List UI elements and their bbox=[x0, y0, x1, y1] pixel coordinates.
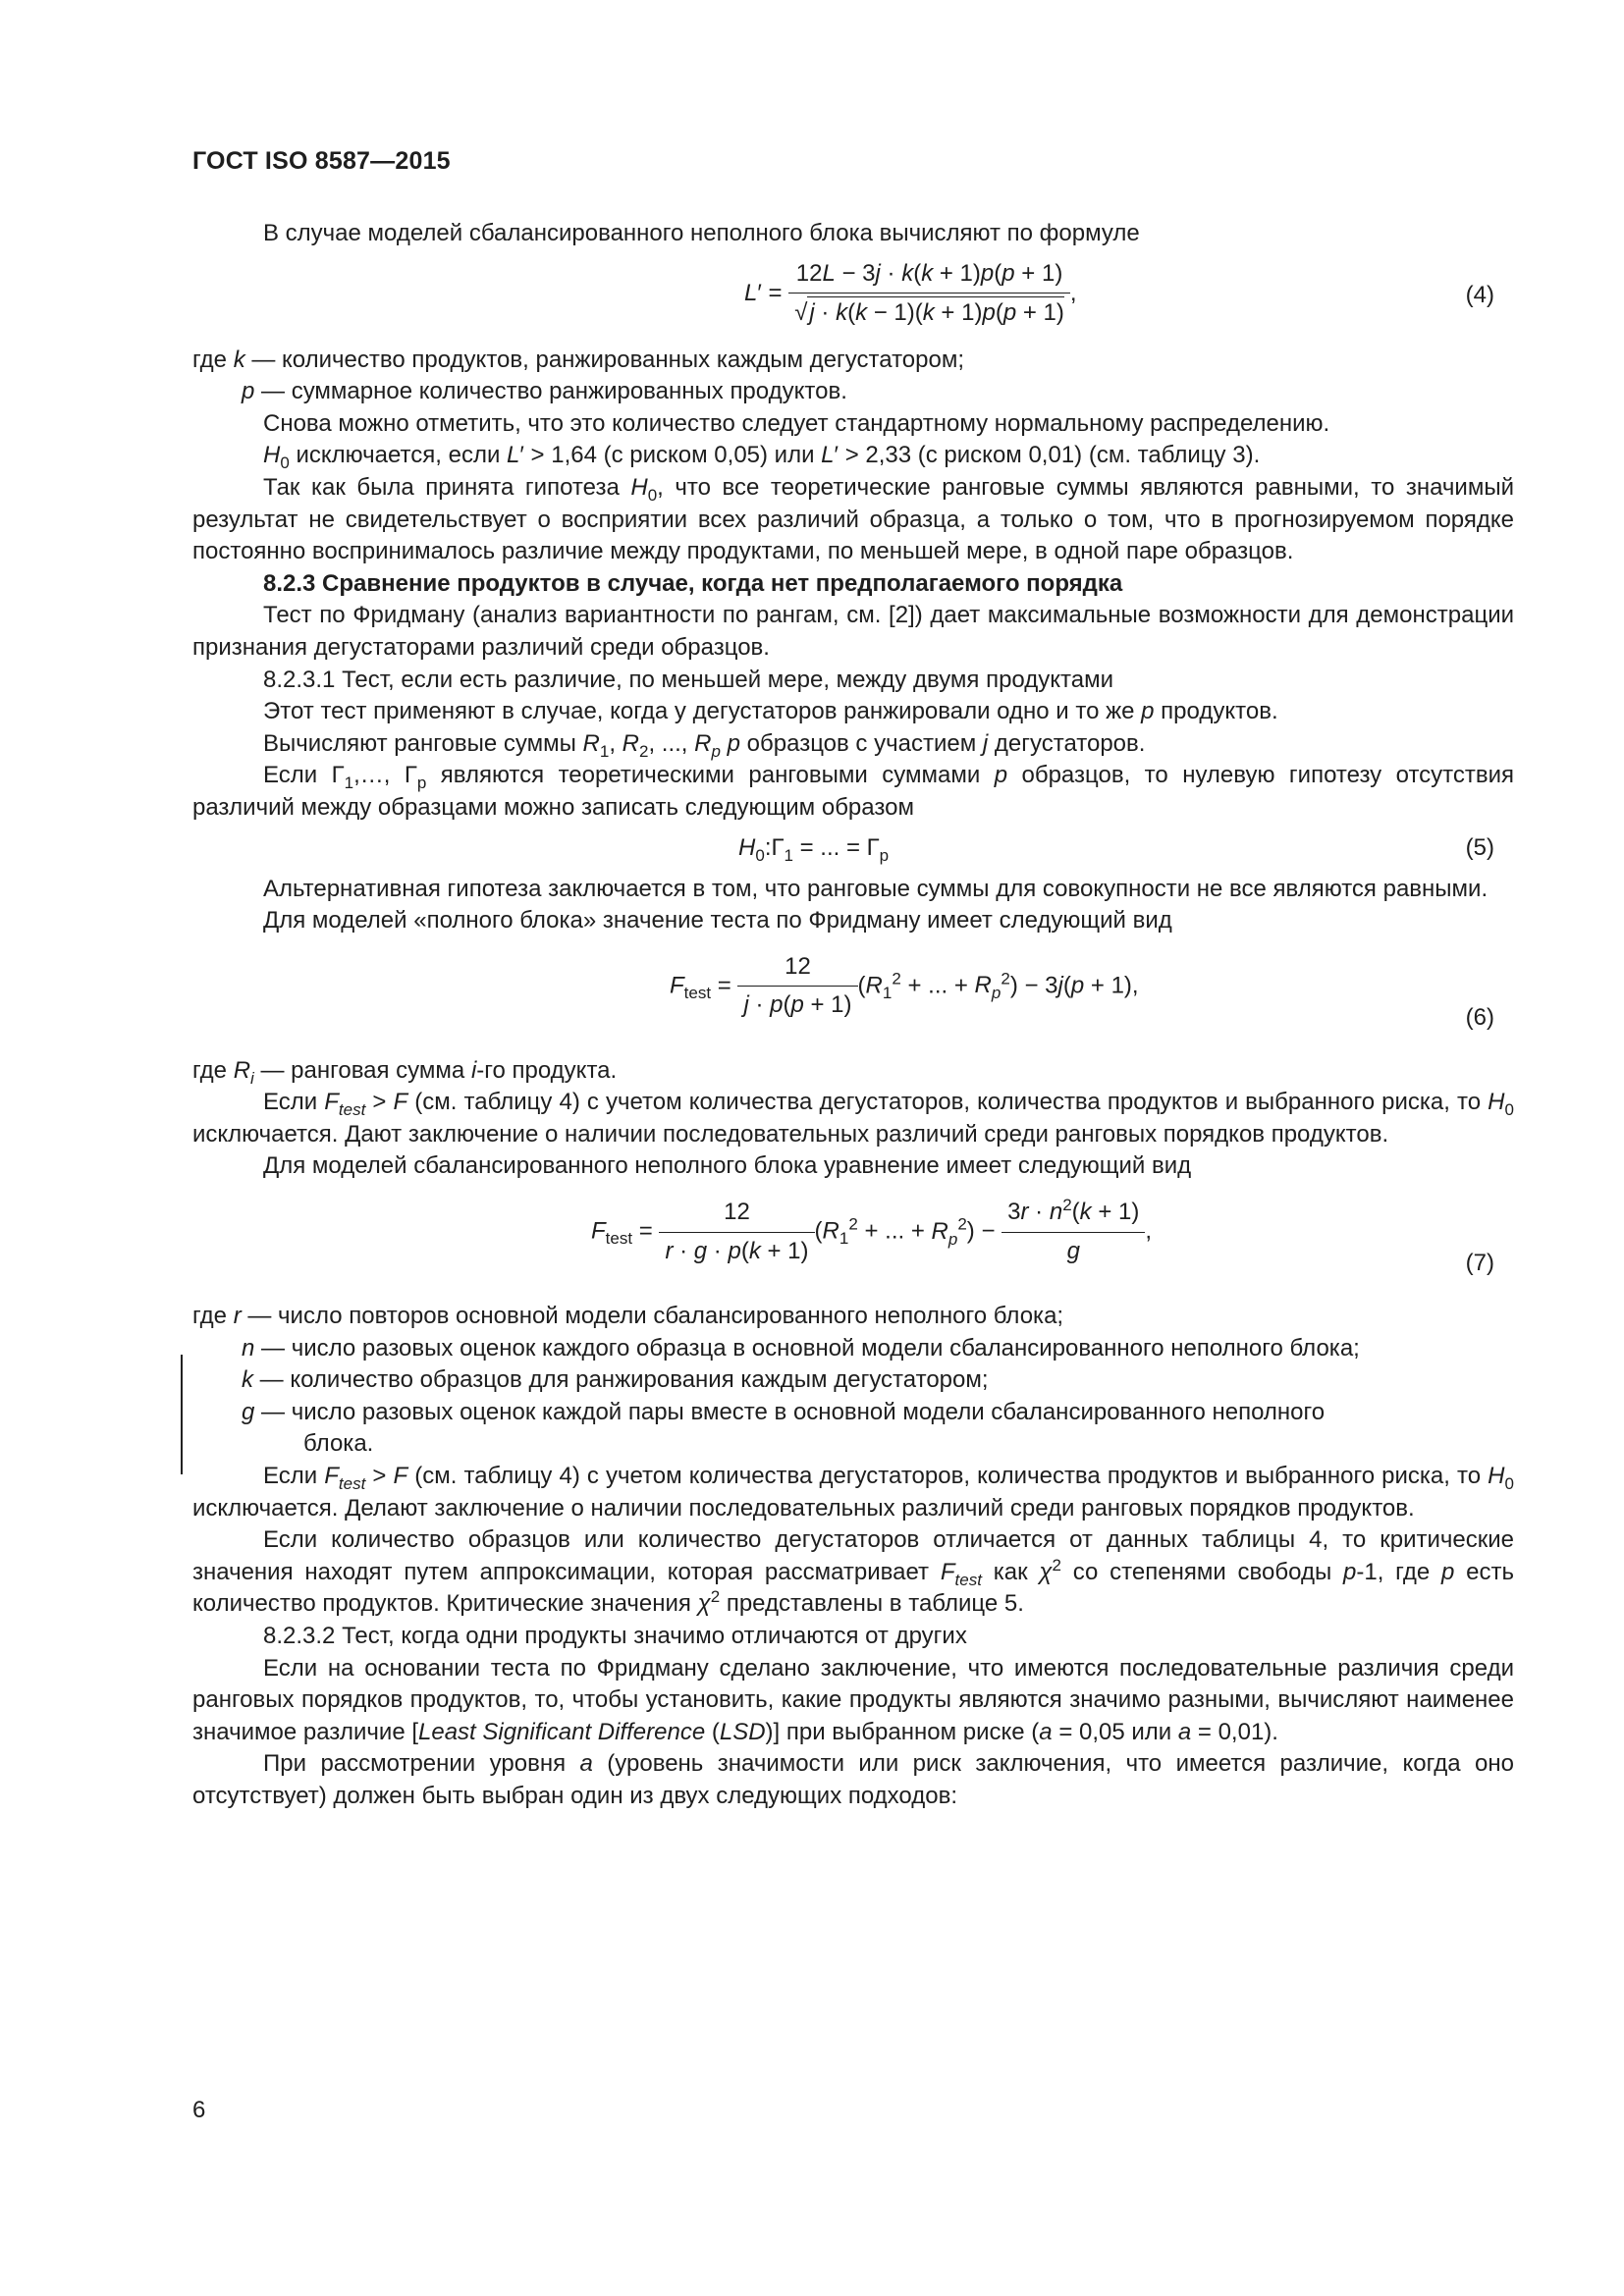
formula-5: $H_0:Г_1$ = ... = $Г_р$ bbox=[738, 833, 890, 865]
equation-5 bbox=[192, 825, 1514, 874]
formula-6: $F_{test}$ = $\frac{12}{j \cdot p(p + 1)}$ ($R_1^2$ + ... + $R_p^2) - 3j(p + 1)$, bbox=[670, 951, 1139, 1022]
equation-4 bbox=[192, 250, 1514, 345]
paragraph: $H_0$ исключается, если L′ > 1,64 (с риском 0,05) или L′ > 2,33 (с риском 0,01) (см. таблицу 3). bbox=[263, 442, 1261, 473]
equation-number: (7) bbox=[1465, 1250, 1494, 1277]
paragraph: При рассмотрении уровня a (уровень значимости или риск заключения, что имеется различие, когда оно отсутствует) должен быть выбран один из двух следующих подходов: bbox=[192, 1750, 1515, 1809]
paragraph: 8.2.3.2 Тест, когда одни продукты значимо отличаются от других bbox=[263, 1623, 967, 1649]
paragraph: Для моделей сбалансированного неполного блока уравнение имеет следующий вид bbox=[263, 1152, 1192, 1180]
revision-change-bar bbox=[181, 1355, 183, 1474]
paragraph: Тест по Фридману (анализ вариантности по рангам, см. [2]) дает максимальные возможности для демонстрации признания дегустаторами различий среди образцов. bbox=[192, 602, 1514, 661]
paragraph: k — количество образцов для ранжирования каждым дегустатором; bbox=[242, 1366, 989, 1394]
formula-6-fraction: $\frac{12}{j \cdot p(p + 1)}$ bbox=[737, 951, 857, 1022]
paragraph: Если $F_{test} > F$ (см. таблицу 4) с учетом количества дегустаторов, количества продуктов и выбранного риска, то $H_0$ исключается. Дают заключение о наличии последовательных различий среди ранговых порядков продуктов. bbox=[192, 1089, 1514, 1148]
paragraph: Вычисляют ранговые суммы $R_1$, $R_2$, ..., $R_p$ p образцов с участием j дегустаторов. bbox=[263, 729, 1146, 761]
paragraph: n — число разовых оценок каждого образца в основной модели сбалансированного неполного блока; bbox=[242, 1334, 1360, 1362]
paragraph: где k — количество продуктов, ранжированных каждым дегустатором; bbox=[192, 346, 964, 373]
paragraph: Для моделей «полного блока» значение теста по Фридману имеет следующий вид bbox=[263, 907, 1172, 934]
paragraph: Если $Г_1,\dots$, $Г_р$ являются теоретическими ранговыми суммами p образцов, то нулевую гипотезу отсутствия различий между образцами можно записать следующим образом bbox=[192, 762, 1515, 821]
equation-number: (4) bbox=[1465, 281, 1494, 308]
paragraph: g — число разовых оценок каждой пары вместе в основной модели сбалансированного неполного bbox=[242, 1398, 1326, 1425]
paragraph: 8.2.3.1 Тест, если есть различие, по меньшей мере, между двумя продуктами bbox=[263, 666, 1114, 693]
document-body bbox=[192, 218, 1514, 1813]
page-number: 6 bbox=[192, 2097, 206, 2123]
paragraph: Снова можно отметить, что это количество следует стандартному нормальному распределению. bbox=[263, 409, 1330, 437]
paragraph: Если количество образцов или количество дегустаторов отличается от данных таблицы 4, то критические значения находят путем аппроксимации, которая рассматривает $F_{test}$ как $\chi^2$ со степенями свободы p-1, где p есть количество продуктов. Критические значения $\chi^2$ представлены в таблице 5. bbox=[192, 1526, 1514, 1618]
paragraph: Если на основании теста по Фридману сделано заключение, что имеются последовательные различия среди ранговых порядков продуктов, то, чтобы установить, какие продукты являются значимо разными, вычисляют наименее значимое различие [Least Significant Difference (LSD)] при выбранном риске (a = 0,05 или a = 0,01). bbox=[192, 1654, 1514, 1745]
equation-7 bbox=[192, 1183, 1514, 1301]
paragraph: p — суммарное количество ранжированных продуктов. bbox=[242, 378, 847, 405]
formula-4: L′ = $\frac{12L - 3j \cdot k(k + 1)p(p + 1)}{√j \cdot k(k - 1)(k + 1)p(p + 1)}$ , bbox=[744, 258, 1077, 330]
equation-number: (5) bbox=[1465, 833, 1494, 861]
paragraph: блока. bbox=[303, 1430, 374, 1458]
document-header: ГОСТ ISO 8587—2015 bbox=[192, 147, 451, 175]
equation-6 bbox=[192, 937, 1514, 1055]
paragraph: Так как была принята гипотеза $H_0$, что все теоретические ранговые суммы являются равными, то значимый результат не свидетельствует о восприятии всех различий образца, а только о том, что в прогнозируемом порядке постоянно воспринималось различие между продуктами, по меньшей мере, в одной паре образцов. bbox=[192, 473, 1514, 565]
formula-7: $F_{test}$ = $\frac{12}{r \cdot g \cdot p(k + 1)}$ ($R_1^2$ + ... + $R_p^2$) − $\frac{3r \cdot n^2(k + 1)}{g}$ , bbox=[591, 1197, 1152, 1267]
equation-number: (6) bbox=[1465, 1003, 1494, 1031]
paragraph: Этот тест применяют в случае, когда у дегустаторов ранжировали одно и то же p продуктов. bbox=[263, 698, 1278, 725]
paragraph: Альтернативная гипотеза заключается в том, что ранговые суммы для совокупности не все являются равными. bbox=[263, 875, 1489, 902]
paragraph: Если $F_{test} > F$ (см. таблицу 4) с учетом количества дегустаторов, количества продуктов и выбранного риска, то $H_0$ исключается. Делают заключение о наличии последовательных различий среди ранговых порядков продуктов. bbox=[192, 1463, 1514, 1522]
paragraph: В случае моделей сбалансированного неполного блока вычисляют по формуле bbox=[263, 220, 1140, 246]
paragraph: где $R_i$ — ранговая сумма i-го продукта. bbox=[192, 1056, 618, 1088]
formula-4-fraction: $\frac{12L - 3j \cdot k(k + 1)p(p + 1)}{√j \cdot k(k - 1)(k + 1)p(p + 1)}$ bbox=[788, 258, 1070, 330]
formula-7-fraction-a: $\frac{12}{r \cdot g \cdot p(k + 1)}$ bbox=[659, 1197, 814, 1267]
section-heading: 8.2.3 Сравнение продуктов в случае, когда нет предполагаемого порядка bbox=[263, 569, 1123, 597]
formula-7-fraction-b: $\frac{3r \cdot n^2(k + 1)}{g}$ bbox=[1001, 1197, 1145, 1267]
paragraph: где r — число повторов основной модели сбалансированного неполного блока; bbox=[192, 1303, 1064, 1330]
